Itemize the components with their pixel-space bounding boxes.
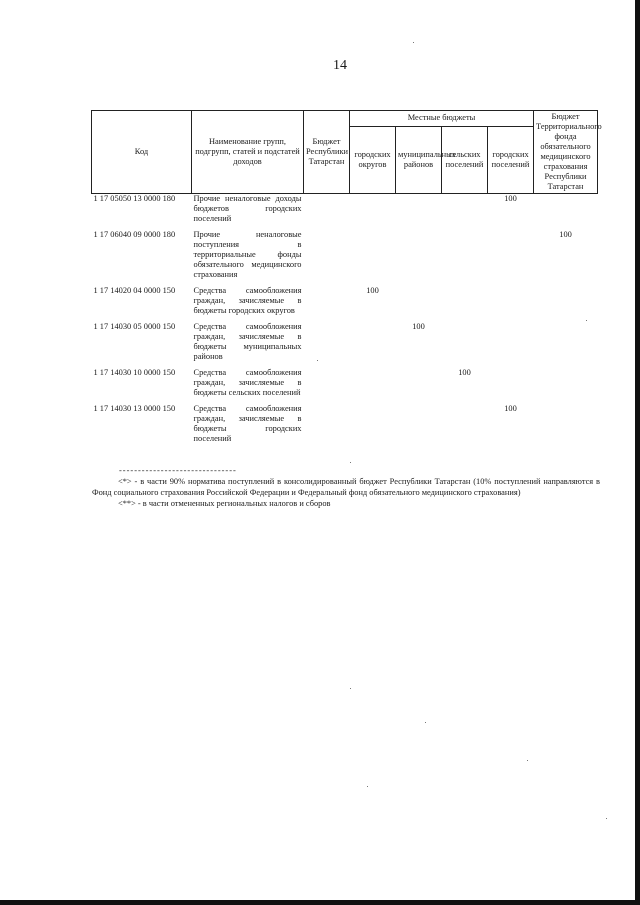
row-sp-value	[442, 230, 488, 286]
table-row	[92, 368, 598, 404]
scan-speck	[317, 360, 318, 361]
footnote-2: <**> - в части отмененных региональных налогов и сборов	[118, 499, 331, 508]
scan-speck	[606, 818, 607, 819]
table-row	[92, 230, 598, 286]
row-go-value	[350, 404, 396, 450]
header-local-budgets: Местные бюджеты	[350, 111, 534, 127]
scan-speck	[413, 42, 414, 43]
row-gp-value: 100	[504, 194, 517, 203]
scan-border-bottom	[0, 900, 640, 905]
row-tfoms-value: 100	[559, 230, 572, 239]
row-republic-value	[304, 194, 350, 231]
row-tfoms-value	[534, 404, 598, 450]
scan-speck	[425, 722, 426, 723]
row-sp-value	[442, 404, 488, 450]
row-sp-value	[442, 194, 488, 231]
row-republic-value	[304, 286, 350, 322]
footnote-divider: -------------------------------	[118, 467, 236, 476]
row-code: 1 17 14020 04 0000 150	[93, 286, 176, 295]
scan-speck	[586, 320, 587, 321]
row-mr-value	[396, 404, 442, 450]
revenue-table	[91, 110, 602, 450]
row-code: 1 17 14030 05 0000 150	[93, 322, 176, 331]
row-go-value	[350, 322, 396, 368]
header-local-mr: муниципальных районов	[396, 126, 442, 193]
row-name: Прочие неналоговые доходы бюджетов городских поселений	[193, 194, 302, 223]
header-code: Код	[92, 111, 192, 194]
header-local-sp: сельских поселений	[442, 126, 488, 193]
header-local-go: городских округов	[350, 126, 396, 193]
row-name: Средства самообложения граждан, зачисляемые в бюджеты сельских поселений	[193, 368, 302, 397]
row-go-value	[350, 230, 396, 286]
row-republic-value	[304, 368, 350, 404]
row-gp-value	[488, 322, 534, 368]
row-name: Прочие неналоговые поступления в территориальные фонды обязательного медицинского страхования	[193, 230, 302, 279]
row-name: Средства самообложения граждан, зачисляемые в бюджеты муниципальных районов	[193, 322, 302, 361]
row-name: Средства самообложения граждан, зачисляемые в бюджеты городских поселений	[193, 404, 302, 443]
page-number: 14	[333, 58, 347, 73]
row-tfoms-value	[534, 286, 598, 322]
row-go-value	[350, 194, 396, 231]
table-row	[92, 286, 598, 322]
table-row	[92, 322, 598, 368]
row-sp-value: 100	[458, 368, 471, 377]
scan-speck	[367, 786, 368, 787]
row-mr-value	[396, 368, 442, 404]
table-header	[92, 111, 602, 194]
row-code: 1 17 14030 13 0000 150	[93, 404, 176, 413]
header-tfoms: Бюджет Территориального фонда обязательного медицинского страхования Республики Татарстан	[534, 111, 598, 194]
scan-border-right	[635, 0, 640, 905]
row-gp-value	[488, 230, 534, 286]
table-row	[92, 194, 598, 231]
table-row	[92, 404, 598, 450]
row-code: 1 17 14030 10 0000 150	[93, 368, 176, 377]
row-gp-value	[488, 368, 534, 404]
row-name: Средства самообложения граждан, зачисляемые в бюджеты городских округов	[193, 286, 302, 315]
row-republic-value	[304, 322, 350, 368]
header-local-gp: городских поселений	[488, 126, 534, 193]
row-sp-value	[442, 286, 488, 322]
row-sp-value	[442, 322, 488, 368]
row-gp-value: 100	[504, 404, 517, 413]
footnote-1: <*> - в части 90% норматива поступлений в консолидированный бюджет Республики Татарстан (10% поступлений направляются в Фонд социального страхования Российской Федерации и Федеральный фонд обязательного медицинского страхования)	[92, 477, 600, 497]
row-code: 1 17 05050 13 0000 180	[93, 194, 176, 203]
scan-speck	[350, 688, 351, 689]
row-mr-value	[396, 230, 442, 286]
row-go-value: 100	[366, 286, 379, 295]
row-tfoms-value	[534, 368, 598, 404]
scan-speck	[527, 760, 528, 761]
header-republic: Бюджет Республики Татарстан	[304, 111, 350, 194]
row-code: 1 17 06040 09 0000 180	[93, 230, 176, 239]
scan-speck	[350, 462, 351, 463]
row-republic-value	[304, 404, 350, 450]
row-gp-value	[488, 286, 534, 322]
row-mr-value	[396, 286, 442, 322]
row-mr-value: 100	[412, 322, 425, 331]
table-body	[92, 194, 598, 451]
row-republic-value	[304, 230, 350, 286]
header-name: Наименование групп, подгрупп, статей и подстатей доходов	[192, 111, 304, 194]
row-mr-value	[396, 194, 442, 231]
row-tfoms-value	[534, 194, 598, 231]
row-go-value	[350, 368, 396, 404]
footnotes	[92, 466, 600, 509]
row-tfoms-value	[534, 322, 598, 368]
